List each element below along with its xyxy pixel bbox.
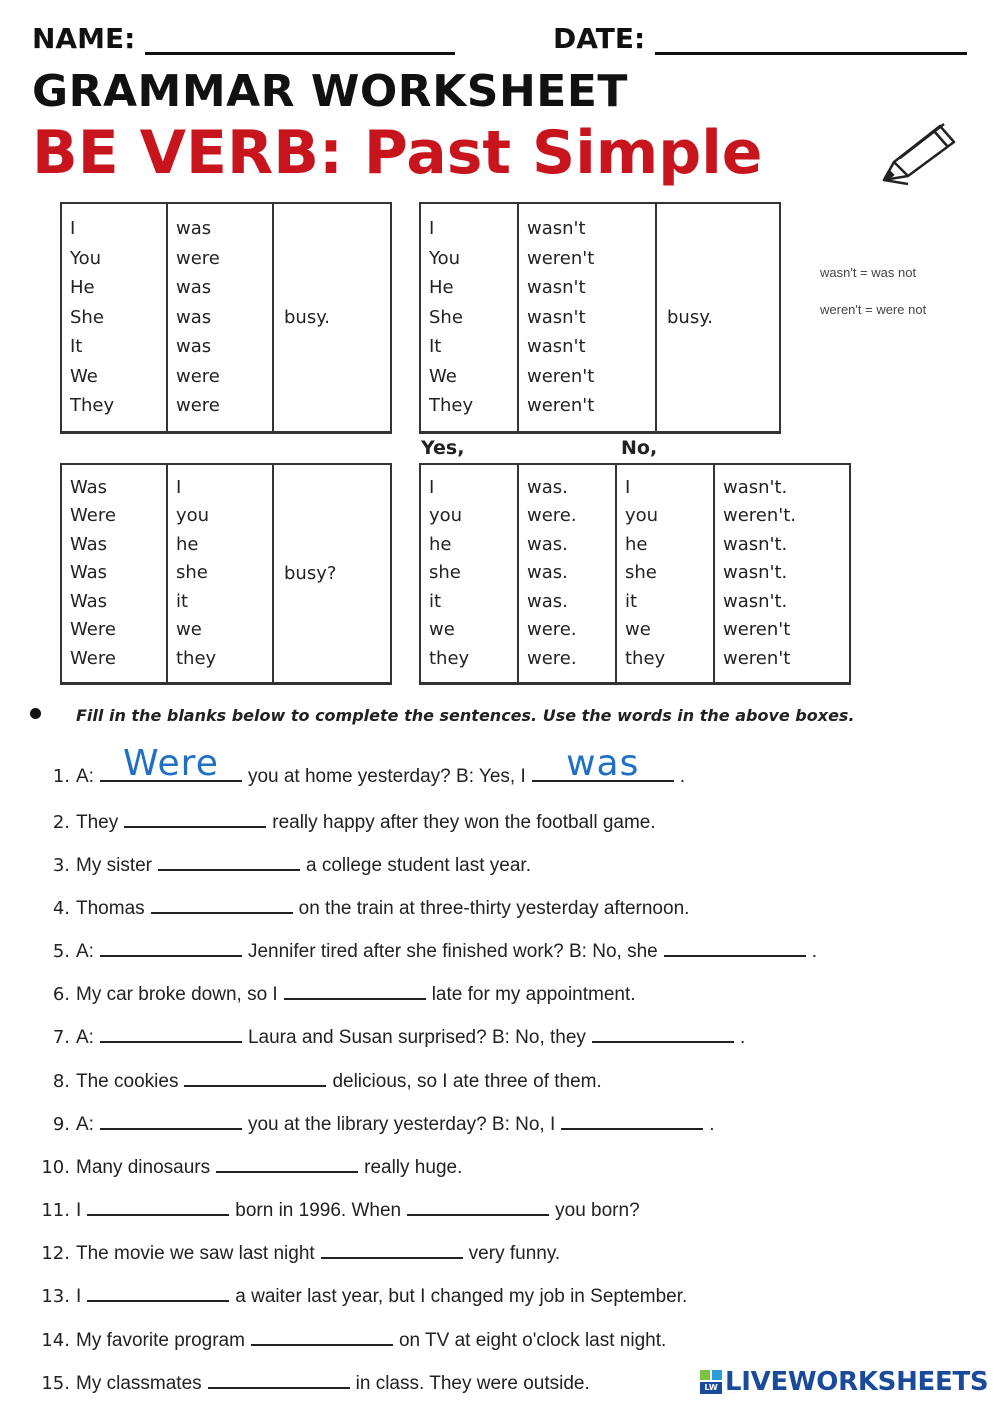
exercise-text: I <box>76 1200 82 1221</box>
answer-blank[interactable] <box>100 1023 242 1043</box>
question-verbs <box>61 464 167 684</box>
list-item: were. <box>527 505 577 527</box>
list-item: I <box>429 476 435 498</box>
exercise-item <box>30 1023 745 1049</box>
exercise-text: . <box>679 766 686 787</box>
list-item: Were <box>70 619 116 641</box>
name-row <box>32 22 455 55</box>
list-item: you <box>625 505 659 527</box>
answer-blank[interactable] <box>532 743 674 784</box>
exercise-text: late for my appointment. <box>431 984 636 1005</box>
exercise-text: on TV at eight o'clock last night. <box>398 1330 667 1351</box>
list-item: were. <box>527 619 577 641</box>
exercise-text: My classmates <box>76 1373 202 1394</box>
instructions: Fill in the blanks below to complete the sentences. Use the words in the above boxes. <box>76 706 855 725</box>
exercise-number: 7. <box>52 1027 70 1048</box>
list-item: was. <box>527 590 568 612</box>
list-item: weren't <box>527 247 595 269</box>
answer-blank[interactable] <box>251 1326 393 1346</box>
list-item: We <box>429 365 457 387</box>
exercise-text: A: <box>76 766 94 787</box>
list-item: were. <box>527 647 577 669</box>
exercise-number: 10. <box>41 1157 70 1178</box>
answer-blank[interactable] <box>100 743 242 784</box>
list-item: Was <box>70 562 108 584</box>
exercise-text: The cookies <box>76 1071 179 1092</box>
list-item: was. <box>527 533 568 555</box>
liveworksheets-mark-icon <box>700 1370 722 1394</box>
list-item: it <box>429 590 442 612</box>
exercise-item <box>30 980 636 1006</box>
list-item: I <box>70 218 76 240</box>
affirmative-table <box>60 202 392 434</box>
list-item: It <box>70 336 83 358</box>
list-item: I <box>429 218 435 240</box>
list-item: We <box>70 365 98 387</box>
list-item: wasn't. <box>723 533 788 555</box>
exercise-text: a college student last year. <box>306 855 531 876</box>
list-item: it <box>176 590 189 612</box>
exercise-text: in class. They were outside. <box>355 1373 590 1394</box>
exercise-item <box>30 808 656 834</box>
negative-subjects <box>420 203 518 433</box>
list-item: I <box>625 476 631 498</box>
question-table <box>60 463 392 685</box>
list-item: She <box>70 306 104 328</box>
contraction-note: weren't = were not <box>820 302 927 317</box>
answer-blank[interactable] <box>561 1110 703 1130</box>
list-item: they <box>176 647 217 669</box>
list-item: they <box>429 647 470 669</box>
topic-title: BE VERB: Past Simple <box>32 118 763 188</box>
exercise-text: Laura and Susan surprised? B: No, they <box>247 1027 586 1048</box>
exercise-text: My sister <box>76 855 152 876</box>
list-item: you <box>429 505 463 527</box>
list-item: you <box>176 505 210 527</box>
list-item: was <box>176 277 212 299</box>
exercise-item <box>30 894 689 920</box>
list-item: wasn't <box>527 336 586 358</box>
exercise-text: . <box>709 1114 715 1135</box>
exercise-text: My favorite program <box>76 1330 245 1351</box>
exercise-text: really happy after they won the football game. <box>272 812 656 833</box>
exercise-number: 1. <box>52 766 70 787</box>
date-field[interactable] <box>655 52 967 55</box>
exercise-text: Thomas <box>76 898 145 919</box>
exercise-item <box>30 1282 687 1308</box>
exercise-item <box>30 1153 462 1179</box>
yes-label: Yes, <box>421 437 465 459</box>
list-item: it <box>625 590 638 612</box>
list-item: were <box>176 395 220 417</box>
answer-blank[interactable] <box>151 894 293 914</box>
list-item: was. <box>527 476 568 498</box>
date-row <box>553 22 967 55</box>
exercise-item <box>30 937 817 963</box>
list-item: we <box>625 619 651 641</box>
negative-table <box>419 202 781 434</box>
liveworksheets-logo[interactable] <box>698 1367 988 1397</box>
exercise-text: Jennifer tired after she finished work? B: No, she <box>247 941 658 962</box>
bullet-icon <box>30 708 41 719</box>
list-item: They <box>70 395 115 417</box>
list-item: Was <box>70 476 108 498</box>
exercise-text: The movie we saw last night <box>76 1243 315 1264</box>
list-item: Were <box>70 505 116 527</box>
list-item: She <box>429 306 463 328</box>
answer-text: Were <box>123 743 219 784</box>
answer-blank[interactable] <box>184 1067 326 1087</box>
list-item: we <box>429 619 455 641</box>
exercise-text: . <box>739 1027 746 1048</box>
list-item: was. <box>527 562 568 584</box>
contraction-note: wasn't = was not <box>820 265 917 280</box>
list-item: she <box>429 562 461 584</box>
list-item: You <box>70 247 102 269</box>
exercise-text: A: <box>76 941 94 962</box>
list-item: wasn't <box>527 218 586 240</box>
list-item: wasn't. <box>723 476 788 498</box>
exercise-text: you at home yesterday? B: Yes, I <box>247 766 526 787</box>
answer-blank[interactable] <box>664 937 806 957</box>
exercise-text: on the train at three-thirty yesterday afternoon. <box>298 898 690 919</box>
exercise-item <box>30 851 531 877</box>
list-item: Were <box>70 647 116 669</box>
exercise-item <box>30 1196 640 1222</box>
exercise-number: 15. <box>41 1373 70 1394</box>
exercise-text: They <box>76 812 119 833</box>
exercise-text: really huge. <box>364 1157 463 1178</box>
list-item: I <box>176 476 182 498</box>
answer-blank[interactable] <box>321 1239 463 1259</box>
list-item: we <box>176 619 202 641</box>
list-item: weren't <box>527 395 595 417</box>
exercise-text: I <box>76 1286 82 1307</box>
exercise-text: My car broke down, so I <box>76 984 278 1005</box>
list-item: wasn't. <box>723 562 788 584</box>
no-subjects <box>616 464 714 684</box>
answer-blank[interactable] <box>284 980 426 1000</box>
no-verbs <box>714 464 850 684</box>
exercise-item <box>30 1239 560 1265</box>
list-item: were <box>176 365 220 387</box>
list-item: they <box>625 647 666 669</box>
exercise-text: very funny. <box>468 1243 561 1264</box>
answer-blank[interactable] <box>87 1196 229 1216</box>
exercise-number: 3. <box>52 855 70 876</box>
list-item: were <box>176 247 220 269</box>
list-item: he <box>176 533 199 555</box>
answer-blank[interactable] <box>100 1110 242 1130</box>
name-field[interactable] <box>145 52 455 55</box>
negative-verbs <box>518 203 656 433</box>
exercise-text: A: <box>76 1114 94 1135</box>
list-item: was <box>176 218 212 240</box>
exercise-item <box>30 1110 715 1136</box>
list-item: Was <box>70 590 108 612</box>
exercise-text: born in 1996. When <box>235 1200 402 1221</box>
list-item: He <box>429 277 454 299</box>
list-item: He <box>70 277 95 299</box>
exercise-number: 12. <box>41 1243 70 1264</box>
exercise-text: A: <box>76 1027 94 1048</box>
answer-text: was <box>566 743 640 784</box>
list-item: It <box>429 336 442 358</box>
no-label: No, <box>621 437 658 459</box>
list-item: They <box>429 395 474 417</box>
exercise-text: you at the library yesterday? B: No, I <box>247 1114 556 1135</box>
answer-blank[interactable] <box>208 1369 350 1389</box>
exercise-item <box>30 1369 590 1395</box>
exercise-number: 14. <box>41 1330 70 1351</box>
pencil-icon <box>878 118 964 190</box>
negative-complement: busy. <box>656 203 780 433</box>
answer-blank[interactable] <box>592 1023 734 1043</box>
exercise-number: 13. <box>41 1286 70 1307</box>
list-item: was <box>176 336 212 358</box>
exercise-item <box>30 743 686 788</box>
list-item: Was <box>70 533 108 555</box>
list-item: she <box>625 562 657 584</box>
list-item: weren't <box>527 365 595 387</box>
exercise-number: 11. <box>41 1200 70 1221</box>
list-item: weren't <box>723 647 791 669</box>
list-item: she <box>176 562 208 584</box>
answer-blank[interactable] <box>158 851 300 871</box>
question-complement: busy? <box>273 464 391 684</box>
affirmative-subjects <box>61 203 167 433</box>
exercise-number: 6. <box>52 984 70 1005</box>
exercise-text: Many dinosaurs <box>76 1157 211 1178</box>
question-subjects <box>167 464 273 684</box>
worksheet-title: GRAMMAR WORKSHEET <box>32 66 628 117</box>
exercise-text: delicious, so I ate three of them. <box>332 1071 602 1092</box>
answer-blank[interactable] <box>216 1153 358 1173</box>
exercise-number: 9. <box>52 1114 70 1135</box>
exercise-number: 5. <box>52 941 70 962</box>
exercise-text: . <box>811 941 817 962</box>
list-item: wasn't <box>527 277 586 299</box>
yes-verbs <box>518 464 616 684</box>
logo-text: LIVEWORKSHEETS <box>725 1367 989 1397</box>
logo-mark-text: LW <box>700 1382 722 1394</box>
name-label: NAME: <box>32 22 136 55</box>
answer-blank[interactable] <box>407 1196 549 1216</box>
short-answer-table <box>419 463 851 685</box>
list-item: weren't. <box>723 505 797 527</box>
date-label: DATE: <box>553 22 646 55</box>
list-item: wasn't. <box>723 590 788 612</box>
exercise-item <box>30 1067 602 1093</box>
affirmative-complement: busy. <box>273 203 391 433</box>
exercise-text: a waiter last year, but I changed my job in September. <box>235 1286 688 1307</box>
exercise-item <box>30 1326 666 1352</box>
exercise-number: 4. <box>52 898 70 919</box>
answer-blank[interactable] <box>124 808 266 828</box>
exercise-number: 8. <box>52 1071 70 1092</box>
list-item: You <box>429 247 461 269</box>
list-item: he <box>625 533 648 555</box>
yes-subjects <box>420 464 518 684</box>
affirmative-verbs <box>167 203 273 433</box>
exercise-number: 2. <box>52 812 70 833</box>
list-item: wasn't <box>527 306 586 328</box>
exercise-text: you born? <box>555 1200 640 1221</box>
list-item: weren't <box>723 619 791 641</box>
answer-blank[interactable] <box>100 937 242 957</box>
list-item: he <box>429 533 452 555</box>
answer-blank[interactable] <box>87 1282 229 1302</box>
list-item: was <box>176 306 212 328</box>
